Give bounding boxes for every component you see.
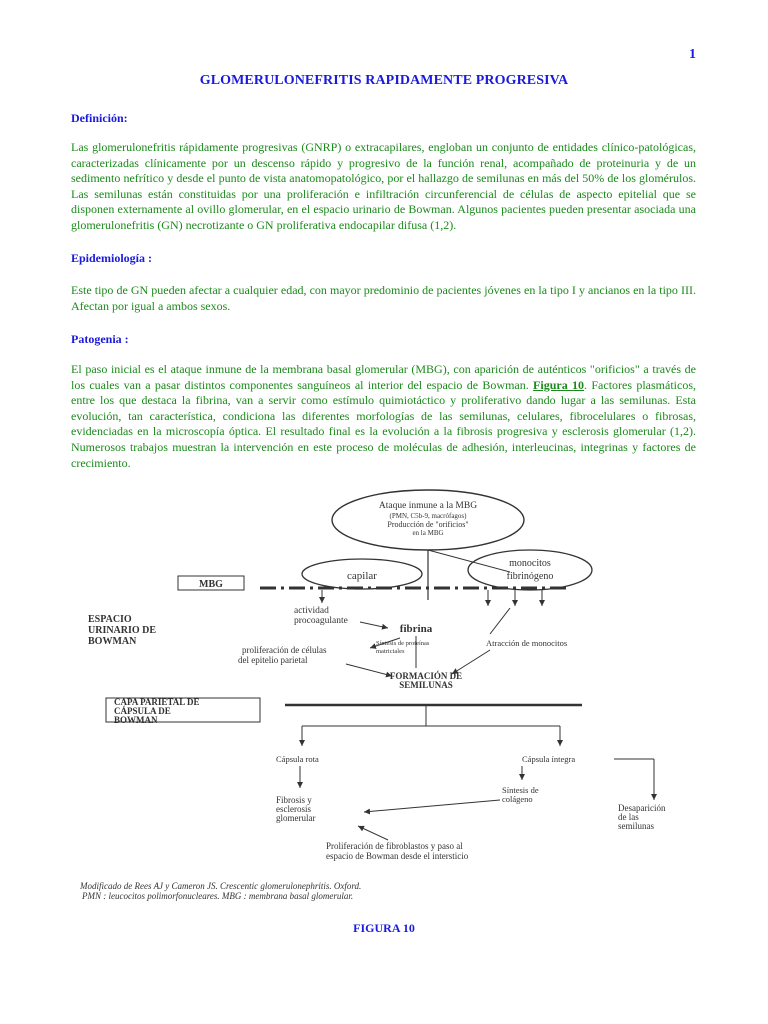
espacio-label-3: BOWMAN: [88, 636, 137, 647]
fibrosis-label-2: esclerosis: [276, 804, 311, 814]
capa-label-2: CÁPSULA DE: [114, 706, 171, 716]
formacion-label-2: SEMILUNAS: [399, 680, 453, 690]
heading-patogenia: Patogenia :: [71, 332, 129, 346]
desaparicion-label-1: Desaparición: [618, 803, 666, 813]
proliferacion-label-2: del epitelio parietal: [238, 655, 308, 665]
actividad-label-2: procoagulante: [294, 616, 348, 626]
desaparicion-label-3: semilunas: [618, 821, 654, 831]
sintesis-col-label-2: colágeno: [502, 794, 533, 804]
patogenia-text-before: El paso inicial es el ataque inmune de la membrana basal glomerular (MBG), con aparición de auténticos "orificios" a través de los cuales van a pasar distintos componentes sanguíneos al interior del espacio de Bowman.: [71, 362, 696, 392]
capa-label-1: CAPA PARIETAL DE: [114, 697, 200, 707]
formacion-label-1: FORMACIÓN DE: [389, 671, 463, 681]
sintesis-col-arrow: [364, 800, 500, 812]
credit-line-2: PMN : leucocitos polimorfonucleares. MBG : membrana basal glomerular.: [82, 891, 354, 901]
desaparicion-label-2: de las: [618, 812, 639, 822]
actividad-label-1: actividad: [294, 606, 329, 616]
prolif-fibro-label-2: espacio de Bowman desde el intersticio: [326, 851, 469, 861]
paragraph-patogenia: [71, 362, 696, 471]
capa-label-3: BOWMAN: [114, 715, 158, 725]
prolif-fibro-arrow: [358, 826, 388, 840]
monocitos-label-2: fibrinógeno: [506, 571, 554, 582]
credit-line-1: Modificado de Rees AJ y Cameron JS. Crescentic glomerulonephritis. Oxford.: [80, 881, 362, 891]
document-title: GLOMERULONEFRITIS RAPIDAMENTE PROGRESIVA: [199, 73, 569, 88]
capsula-rota-label: Cápsula rota: [276, 754, 319, 764]
monocitos-to-atraccion: [490, 608, 510, 634]
fibrosis-label-3: glomerular: [276, 813, 316, 823]
mbg-label: MBG: [199, 579, 223, 590]
pathogenesis-diagram: [70, 488, 666, 908]
patogenia-text-after: . Factores plasmáticos, entre los que destaca la fibrina, van a servir como estímulo quimiotáctico y proliferativo dando lugar a las semilunas. Esta evolución, tan característica, condiciona las diferentes morfologías de las semilunas, celulares, fibrocelulares o fibrosas, evidenciadas en la microscopía óptica. El resultado final es la evolución a la fibrosis progresiva y esclerosis glomerular (1,2). Numerosos trabajos muestran la intervención en este proceso de moléculas de adhesión, interleucinas, integrinas y factores de crecimiento.: [71, 377, 696, 470]
ataque-label-1: Ataque inmune a la MBG: [378, 501, 478, 511]
fibrina-label: fibrina: [399, 623, 433, 635]
actividad-arrow: [360, 622, 388, 628]
page-number: 1: [689, 47, 696, 62]
atraccion-label: Atracción de monocitos: [486, 638, 568, 648]
ataque-label-2: (PMN, C5b-9, macrófagos): [389, 512, 467, 520]
sintesis-col-label-1: Síntesis de: [502, 785, 539, 795]
fibrosis-label-1: Fibrosis y: [276, 795, 312, 805]
capsula-integra-label: Cápsula íntegra: [522, 754, 576, 764]
capilar-label: capilar: [347, 570, 377, 582]
paragraph-definicion: Las glomerulonefritis rápidamente progresivas (GNRP) o extracapilares, engloban un conjunto de entidades clínico-patológicas, caracterizadas clínicamente por un descenso rápido y progresivo de la función renal, acompañado de proteinuria y de un sedimento nefrítico y desde el punto de vista anatomopatológico, por el hallazgo de semilunas en más del 50% de los glomérulos. Las semilunas están constituidas por una proliferación e infiltración circunferencial de células de aspecto epitelial que se disponen externamente al ovillo glomerular, en el espacio urinario de Bowman. Algunos pacientes pueden presentar asociada una glomerulonefritis (GN) necrotizante o GN proliferativa endocapilar difusa (1,2).: [71, 140, 696, 232]
proliferacion-label-1: proliferación de células: [242, 645, 327, 655]
monocitos-label-1: monocitos: [509, 558, 551, 569]
ataque-label-3: Producción de "orificios": [387, 520, 469, 529]
prolif-arrow: [346, 664, 392, 676]
sintesis-prot-label-1: Síntesis de proteínas: [376, 640, 430, 647]
paragraph-epidemiologia: Este tipo de GN pueden afectar a cualquier edad, con mayor predominio de pacientes jóvenes en la tipo I y ancianos en la tipo III. Afectan por igual a ambos sexos.: [71, 283, 696, 313]
ataque-label-4: en la MBG: [412, 529, 444, 537]
monocitos-ellipse: [468, 550, 592, 590]
prolif-fibro-label-1: Proliferación de fibroblastos y paso al: [326, 841, 463, 851]
figura-10-link[interactable]: Figura 10: [533, 377, 585, 392]
figure-caption: FIGURA 10: [353, 921, 415, 935]
espacio-label-1: ESPACIO: [88, 614, 132, 625]
espacio-label-2: URINARIO DE: [88, 625, 157, 636]
sintesis-prot-label-2: matriciales: [376, 648, 405, 655]
heading-epidemiologia: Epidemiología :: [71, 251, 153, 265]
heading-definicion: Definición:: [71, 111, 128, 125]
